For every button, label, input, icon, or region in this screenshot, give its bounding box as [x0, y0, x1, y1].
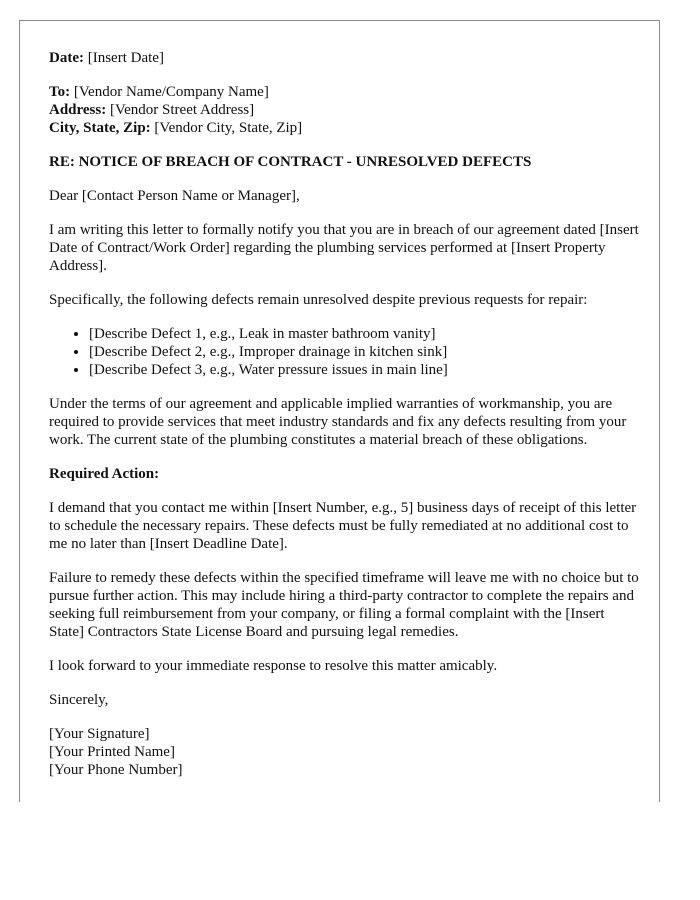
- salutation: Dear [Contact Person Name or Manager],: [49, 188, 300, 204]
- date-line: [49, 49, 639, 67]
- required-action-label: Required Action:: [49, 466, 160, 482]
- phone-line: [Your Phone Number]: [49, 762, 183, 778]
- address-value: [Vendor Street Address]: [109, 102, 255, 118]
- signature-line: [Your Signature]: [49, 726, 150, 742]
- letter-content: [49, 49, 639, 779]
- terms-paragraph: Under the terms of our agreement and applicable implied warranties of workmanship, you are required to provide services that meet industry standards and fix any defects resulting from your work. The current state of the plumbing constitutes a material breach of these obligations.: [49, 396, 627, 448]
- city-label: City, State, Zip:: [49, 120, 151, 136]
- to-value: [Vendor Name/Company Name]: [73, 84, 269, 100]
- defect-item: • [Describe Defect 1, e.g., Leak in master bathroom vanity]: [89, 325, 639, 343]
- city-line: [49, 119, 639, 137]
- letter-page: [19, 20, 660, 802]
- demand-paragraph: I demand that you contact me within [Insert Number, e.g., 5] business days of receipt of this letter to schedule the necessary repairs. These defects must be fully remediated at no additional cost to me no later than [Insert Deadline Date].: [49, 500, 637, 552]
- required-action-heading: [49, 465, 639, 483]
- printed-name-line: [Your Printed Name]: [49, 744, 175, 760]
- subject-line: RE: NOTICE OF BREACH OF CONTRACT - UNRESOLVED DEFECTS: [49, 154, 532, 170]
- city-value: [Vendor City, State, Zip]: [154, 120, 303, 136]
- date-value: [Insert Date]: [87, 50, 164, 66]
- closing-salutation: Sincerely,: [49, 692, 109, 708]
- defects-intro: Specifically, the following defects remain unresolved despite previous requests for repair:: [49, 292, 588, 308]
- intro-paragraph: I am writing this letter to formally notify you that you are in breach of our agreement dated [Insert Date of Contract/Work Order] regarding the plumbing services performed at [Insert Property Address].: [49, 222, 639, 274]
- recipient-block: [49, 83, 639, 137]
- date-label: Date:: [49, 50, 84, 66]
- failure-paragraph: Failure to remedy these defects within the specified timeframe will leave me with no choice but to pursue further action. This may include hiring a third-party contractor to complete the repairs and seeking full reimbursement from your company, or filing a formal complaint with the [Insert State] Contractors State License Board and pursuing legal remedies.: [49, 570, 639, 640]
- to-line: [49, 83, 639, 101]
- defect-item: • [Describe Defect 2, e.g., Improper drainage in kitchen sink]: [89, 343, 639, 361]
- closing-line: I look forward to your immediate response to resolve this matter amicably.: [49, 658, 498, 674]
- address-line: [49, 101, 639, 119]
- defect-item: • [Describe Defect 3, e.g., Water pressure issues in main line]: [89, 361, 639, 379]
- address-label: Address:: [49, 102, 107, 118]
- defects-list: [49, 325, 639, 379]
- to-label: To:: [49, 84, 71, 100]
- signature-block: [49, 725, 639, 779]
